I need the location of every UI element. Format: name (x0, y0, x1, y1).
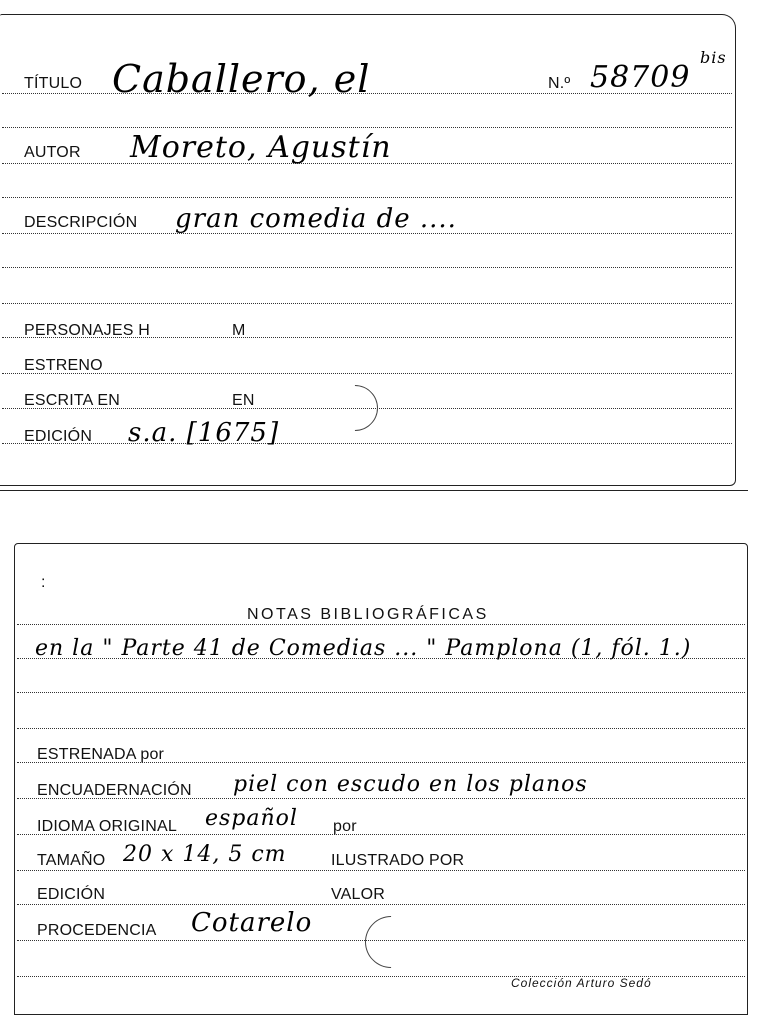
idioma-label: IDIOMA ORIGINAL (37, 818, 177, 835)
idioma-value: español (205, 806, 298, 831)
autor-label: AUTOR (24, 144, 81, 161)
descripcion-label: DESCRIPCIÓN (24, 214, 138, 231)
encuadernacion-label: ENCUADERNACIÓN (37, 782, 192, 799)
rule (2, 443, 732, 444)
personajes-label: PERSONAJES H (24, 322, 150, 339)
rule (17, 870, 745, 871)
numero-superscript: bis (700, 48, 727, 67)
rule (2, 127, 732, 128)
rule (17, 624, 745, 625)
rule (17, 904, 745, 905)
edicion-label: EDICIÓN (24, 428, 93, 445)
rule (17, 728, 745, 729)
numero-value: 58709 (590, 60, 691, 95)
numero-label: N.º (548, 75, 571, 92)
notas-header: NOTAS BIBLIOGRÁFICAS (247, 606, 489, 623)
notas-value: en la " Parte 41 de Comedias ... " Pamplona (1, fól. 1.) (35, 636, 692, 661)
estrenada-label: ESTRENADA por (37, 746, 165, 763)
rule (17, 692, 745, 693)
autor-value: Moreto, Agustín (130, 130, 392, 165)
descripcion-value: gran comedia de .... (175, 204, 457, 234)
escrita-label: ESCRITA EN (24, 392, 120, 409)
titulo-label: TÍTULO (24, 75, 83, 92)
catalog-card-back (14, 543, 748, 1015)
card-edge-line (0, 490, 748, 491)
rule (2, 197, 732, 198)
valor-label: VALOR (331, 886, 386, 903)
m-label: M (232, 322, 246, 339)
punch-hole-stamp (354, 905, 428, 979)
collection-imprint: Colección Arturo Sedó (511, 976, 652, 990)
tamano-value: 20 x 14, 5 cm (123, 842, 287, 867)
encuadernacion-value: piel con escudo en los planos (233, 772, 588, 797)
procedencia-label: PROCEDENCIA (37, 922, 157, 939)
tamano-label: TAMAÑO (37, 852, 106, 869)
rule (2, 373, 732, 374)
titulo-value: Caballero, el (112, 57, 371, 101)
catalog-card-front (0, 14, 736, 486)
ilustrado-label: ILUSTRADO POR (331, 852, 465, 869)
estreno-label: ESTRENO (24, 357, 103, 374)
edicion-value: s.a. [1675] (128, 418, 280, 448)
colon-mark: : (41, 574, 46, 591)
en-label: EN (232, 392, 255, 409)
rule (2, 303, 732, 304)
edicion-label-back: EDICIÓN (37, 886, 106, 903)
procedencia-value: Cotarelo (191, 908, 313, 938)
punch-hole-stamp (322, 375, 387, 440)
idioma-suffix: por (333, 818, 357, 835)
rule (2, 267, 732, 268)
